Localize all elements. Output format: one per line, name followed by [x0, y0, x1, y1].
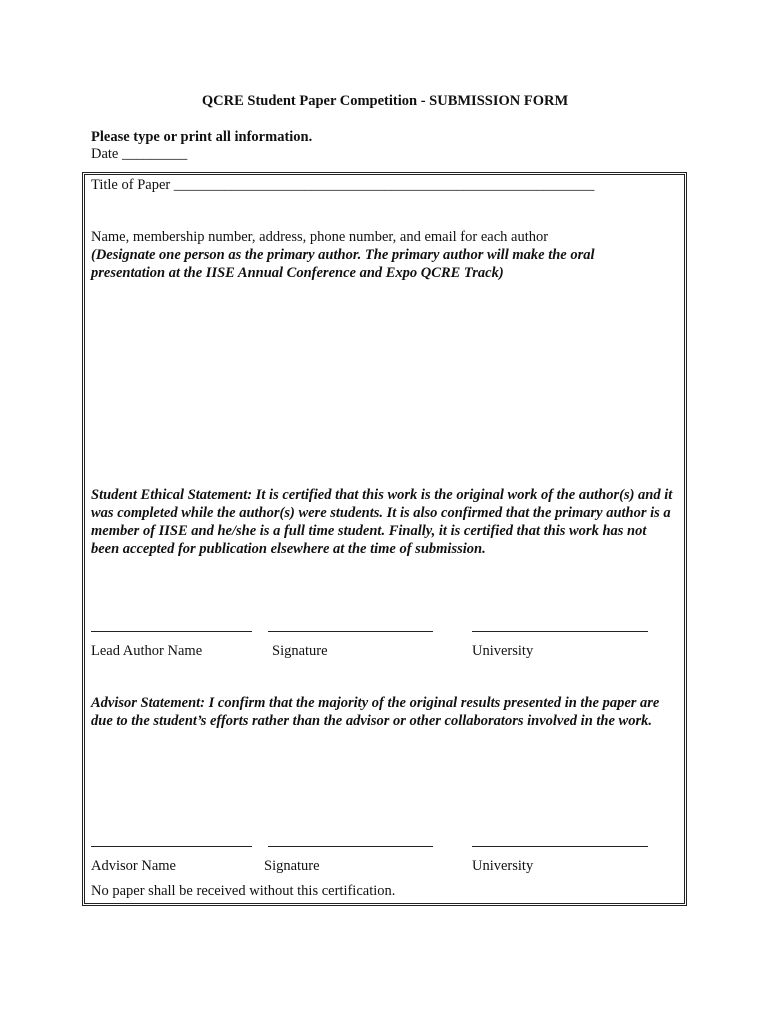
- advisor-statement: Advisor Statement: I confirm that the majority of the original results presented in the paper are due to the student’s efforts rather than the advisor or other collaborators involved in the work.: [91, 695, 660, 729]
- advisor-signature-line[interactable]: [268, 846, 433, 847]
- advisor-signature-label: Signature: [264, 858, 320, 874]
- lead-author-signature-line[interactable]: [268, 631, 433, 632]
- lead-author-name-label: Lead Author Name: [91, 643, 203, 659]
- student-signature-label: Signature: [272, 643, 328, 659]
- advisor-name-line[interactable]: [91, 846, 252, 847]
- form-title: QCRE Student Paper Competition - SUBMISSION FORM: [201, 93, 569, 109]
- date-field[interactable]: Date _________: [91, 146, 188, 162]
- footer-note: No paper shall be received without this certification.: [91, 883, 396, 899]
- instruction-text: Please type or print all information.: [91, 129, 313, 145]
- student-university-label: University: [472, 643, 534, 659]
- advisor-university-line[interactable]: [472, 846, 648, 847]
- advisor-name-label: Advisor Name: [91, 858, 176, 874]
- paper-title-field[interactable]: Title of Paper __________________________________________________________: [91, 177, 595, 193]
- ethical-statement: Student Ethical Statement: It is certified that this work is the original work of the author(s) and it was completed while the author(s) were students. It is also confirmed that the primary author is a member of IISE and he/she is a full time student. Finally, it is certified that this work has not been accepted for publication elsewhere at the time of submission.: [91, 487, 673, 557]
- author-note: (Designate one person as the primary author. The primary author will make the oral presentation at the IISE Annual Conference and Expo QCRE Track): [91, 247, 595, 281]
- author-info-label: Name, membership number, address, phone number, and email for each author: [91, 229, 549, 245]
- advisor-university-label: University: [472, 858, 534, 874]
- lead-author-name-line[interactable]: [91, 631, 252, 632]
- lead-author-university-line[interactable]: [472, 631, 648, 632]
